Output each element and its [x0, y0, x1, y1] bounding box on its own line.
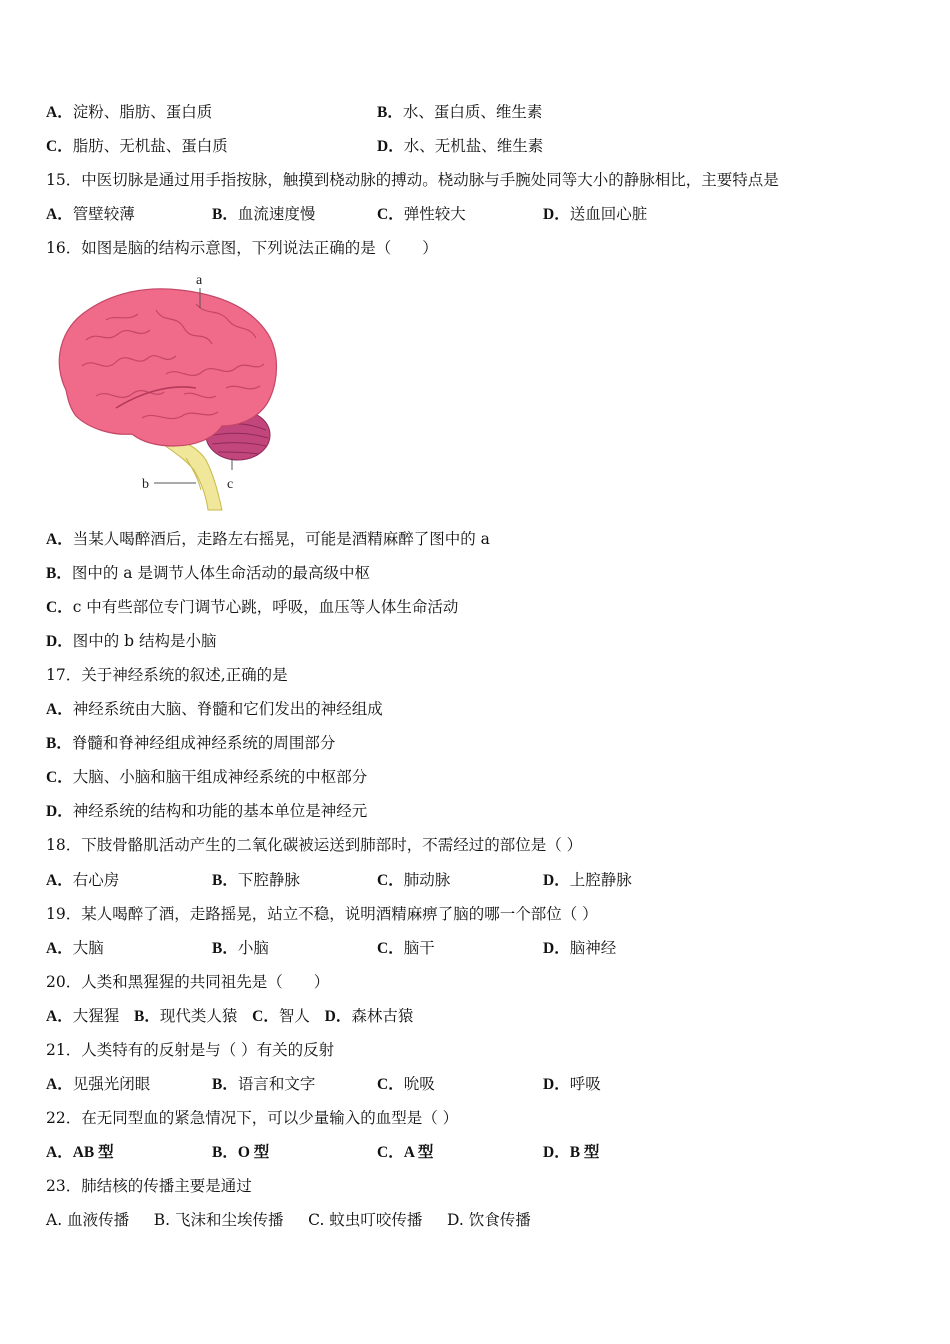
option-label: C.	[308, 1211, 325, 1229]
option-text: 大脑	[72, 939, 104, 957]
q19-option-b	[212, 938, 269, 959]
option-label: C．	[46, 769, 73, 786]
q16-option-c	[46, 597, 458, 618]
option-label: D．	[46, 803, 73, 820]
option-text: 飞沫和尘埃传播	[174, 1211, 284, 1229]
option-label: B．	[212, 940, 238, 957]
q16-option-d	[46, 631, 216, 652]
q23-stem: 23．肺结核的传播主要是通过	[46, 1177, 252, 1195]
option-label: A．	[46, 872, 73, 889]
q23-option-b	[154, 1211, 284, 1229]
option-text: 神经系统的结构和功能的基本单位是神经元	[72, 802, 368, 820]
option-text: 脑干	[403, 939, 435, 957]
option-text: B 型	[569, 1144, 600, 1161]
q23-option-c	[308, 1211, 422, 1229]
option-text: 当某人喝醉酒后，走路左右摇晃，可能是酒精麻醉了图中的 a	[72, 530, 490, 548]
q23-option-d	[447, 1211, 531, 1229]
option-text: 图中的 b 结构是小脑	[72, 632, 217, 650]
option-text: 吮吸	[403, 1075, 435, 1093]
option-text: O 型	[237, 1144, 270, 1161]
option-label: C．	[46, 599, 73, 616]
option-text: 大猩猩	[72, 1007, 120, 1025]
q20-option-a	[46, 1007, 119, 1025]
option-label: C．	[377, 206, 404, 223]
q20-option-b	[134, 1007, 237, 1025]
q14-option-b	[377, 102, 542, 123]
option-text: 小脑	[237, 939, 269, 957]
option-label: D．	[543, 872, 570, 889]
option-text: 语言和文字	[237, 1075, 316, 1093]
option-label: D．	[324, 1008, 352, 1025]
q16-stem: 16．如图是脑的结构示意图，下列说法正确的是（ ）	[46, 239, 438, 257]
option-text: AB 型	[72, 1144, 114, 1161]
q18-stem: 18．下肢骨骼肌活动产生的二氧化碳被运送到肺部时，不需经过的部位是（ ）	[46, 836, 583, 854]
q17-option-c	[46, 767, 367, 788]
option-label: B．	[46, 735, 72, 752]
brain-illustration	[46, 270, 286, 515]
q22-option-b	[212, 1142, 269, 1163]
option-label: D．	[543, 206, 570, 223]
q19-stem: 19．某人喝醉了酒，走路摇晃，站立不稳，说明酒精麻痹了脑的哪一个部位（ ）	[46, 905, 598, 923]
option-label: A．	[46, 531, 73, 548]
option-label: B．	[134, 1008, 160, 1025]
option-text: 神经系统由大脑、脊髓和它们发出的神经组成	[72, 700, 383, 718]
option-text: 智人	[278, 1007, 310, 1025]
option-text: 现代类人猿	[159, 1007, 238, 1025]
q21-option-a	[46, 1074, 150, 1095]
option-text: 见强光闭眼	[72, 1075, 151, 1093]
option-text: 肺动脉	[403, 871, 451, 889]
option-text: 水、蛋白质、维生素	[402, 103, 543, 121]
option-label: A．	[46, 1076, 73, 1093]
option-label: A．	[46, 1008, 73, 1025]
q15-stem: 15．中医切脉是通过用手指按脉，触摸到桡动脉的搏动。桡动脉与手腕处同等大小的静脉相比，主要特点是	[46, 171, 779, 189]
q18-option-b	[212, 870, 300, 891]
cerebrum-shape	[59, 289, 276, 446]
label-c: c	[227, 477, 234, 492]
option-label: C．	[377, 1076, 404, 1093]
q18-option-c	[377, 870, 450, 891]
option-label: D.	[446, 1211, 464, 1229]
option-text: 呼吸	[569, 1075, 601, 1093]
option-label: C．	[377, 1144, 404, 1161]
q18-option-a	[46, 870, 119, 891]
q22-option-d	[543, 1142, 599, 1163]
q15-option-b	[212, 204, 315, 225]
option-text: 淀粉、脂肪、蛋白质	[72, 103, 213, 121]
q17-option-b	[46, 733, 335, 754]
q17-option-d	[46, 801, 367, 822]
q19-option-a	[46, 938, 104, 959]
option-label: B．	[212, 1076, 238, 1093]
option-text: 下腔静脉	[237, 871, 300, 889]
q16-option-a	[46, 529, 490, 550]
q15-option-c	[377, 204, 466, 225]
option-text: 水、无机盐、维生素	[403, 137, 544, 155]
option-text: 饮食传播	[468, 1211, 531, 1229]
option-text: 送血回心脏	[569, 205, 648, 223]
q18-option-d	[543, 870, 632, 891]
q21-option-c	[377, 1074, 435, 1095]
q15-option-d	[543, 204, 647, 225]
q19-option-d	[543, 938, 616, 959]
option-label: D．	[377, 138, 404, 155]
q21-option-d	[543, 1074, 601, 1095]
option-label: D．	[543, 1144, 570, 1161]
option-label: A．	[46, 206, 73, 223]
q16-option-b	[46, 563, 370, 584]
option-text: 血液传播	[67, 1211, 130, 1229]
brain-diagram	[46, 270, 286, 515]
q14-option-d	[377, 136, 543, 157]
option-text: 血流速度慢	[237, 205, 316, 223]
q17-option-a	[46, 699, 383, 720]
q19-option-c	[377, 938, 435, 959]
option-text: 大脑、小脑和脑干组成神经系统的中枢部分	[72, 768, 368, 786]
option-text: 弹性较大	[403, 205, 466, 223]
option-label: A．	[46, 701, 73, 718]
label-a: a	[196, 273, 203, 288]
q21-option-b	[212, 1074, 315, 1095]
q15-option-a	[46, 204, 135, 225]
option-text: 管壁较薄	[72, 205, 135, 223]
q22-option-a	[46, 1142, 114, 1163]
q20-option-d	[325, 1007, 414, 1025]
q21-stem: 21．人类特有的反射是与（ ）有关的反射	[46, 1041, 335, 1059]
option-label: B．	[212, 1144, 238, 1161]
q20-options-row	[46, 1006, 413, 1027]
option-text: 上腔静脉	[569, 871, 632, 889]
q23-options-row	[46, 1210, 531, 1230]
option-text: 蚊虫叮咬传播	[329, 1211, 423, 1229]
option-label: C．	[46, 138, 73, 155]
option-label: D．	[543, 940, 570, 957]
option-text: 森林古猿	[351, 1007, 414, 1025]
option-label: B．	[46, 565, 72, 582]
q22-option-c	[377, 1142, 433, 1163]
option-text: 脑神经	[569, 939, 617, 957]
option-label: A．	[46, 1144, 73, 1161]
q20-option-c	[252, 1007, 310, 1025]
option-text: c 中有些部位专门调节心跳，呼吸，血压等人体生命活动	[72, 598, 459, 616]
q20-stem: 20．人类和黑猩猩的共同祖先是（ ）	[46, 973, 330, 991]
option-text: 右心房	[72, 871, 120, 889]
option-label: C．	[377, 872, 404, 889]
option-label: B．	[377, 104, 403, 121]
option-label: B．	[212, 206, 238, 223]
option-label: B．	[212, 872, 238, 889]
q17-stem: 17．关于神经系统的叙述,正确的是	[46, 666, 288, 684]
q22-stem: 22．在无同型血的紧急情况下，可以少量输入的血型是（ ）	[46, 1109, 459, 1127]
q14-option-a	[46, 102, 212, 123]
option-label: D．	[46, 633, 73, 650]
option-label: C．	[252, 1008, 279, 1025]
option-label: A．	[46, 940, 73, 957]
option-text: 脂肪、无机盐、蛋白质	[72, 137, 228, 155]
label-b: b	[142, 477, 149, 492]
option-text: 脊髓和脊神经组成神经系统的周围部分	[71, 734, 336, 752]
q14-option-c	[46, 136, 228, 157]
q23-option-a	[46, 1211, 129, 1229]
option-label: B.	[153, 1211, 171, 1229]
option-text: 图中的 a 是调节人体生命活动的最高级中枢	[71, 564, 370, 582]
option-label: A．	[46, 104, 73, 121]
option-label: C．	[377, 940, 404, 957]
option-label: D．	[543, 1076, 570, 1093]
option-label: A.	[46, 1211, 63, 1229]
option-text: A 型	[403, 1144, 434, 1161]
